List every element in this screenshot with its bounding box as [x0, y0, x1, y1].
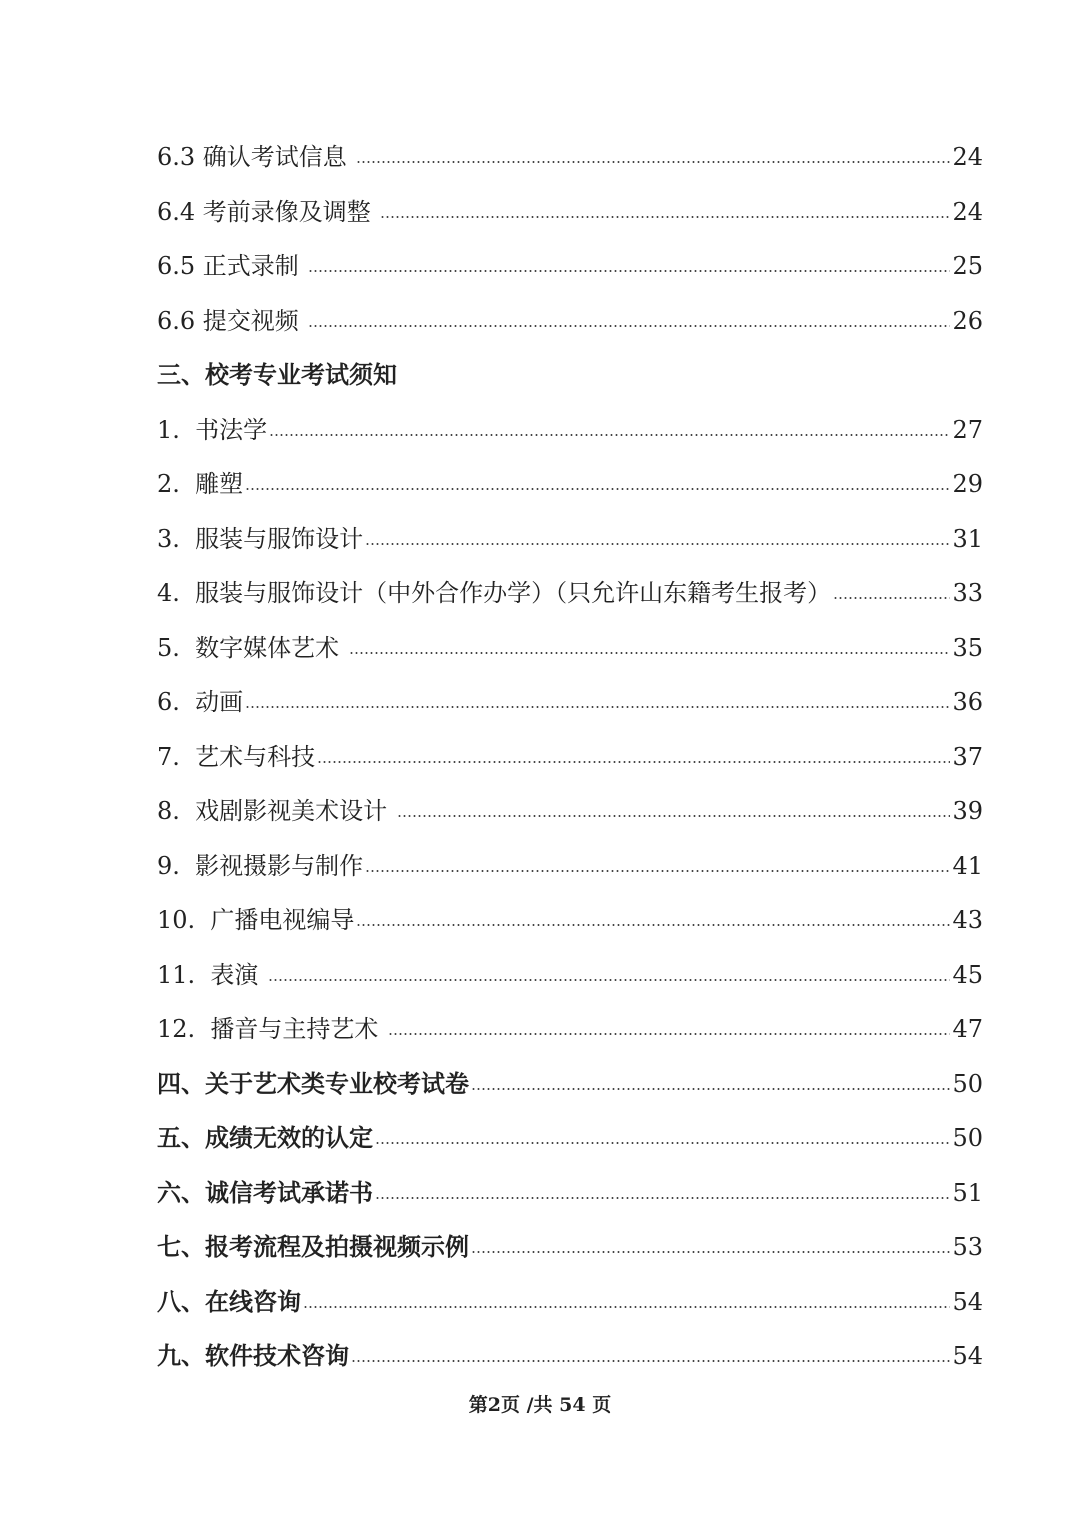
toc-entry[interactable]	[157, 675, 983, 730]
toc-page-number: 24	[952, 197, 983, 226]
toc-entry-title: 6.3 确认考试信息	[157, 143, 355, 172]
toc-page-number: 54	[952, 1342, 983, 1371]
toc-page-number: 53	[952, 1233, 983, 1262]
toc-entry[interactable]	[157, 403, 983, 458]
toc-page-number: 39	[952, 797, 983, 826]
dot-leader	[471, 1251, 950, 1253]
toc-section-heading[interactable]	[157, 1057, 983, 1112]
dot-leader	[365, 870, 950, 872]
toc-entry[interactable]	[157, 784, 983, 839]
toc-entry-title: 4. 服装与服饰设计（中外合作办学）（只允许山东籍考生报考）	[157, 579, 832, 608]
toc-page-number: 35	[952, 633, 983, 662]
dot-leader	[356, 161, 950, 163]
toc-entry-title: 七、报考流程及拍摄视频示例	[157, 1232, 469, 1262]
dot-leader	[303, 1306, 950, 1308]
toc-section-heading[interactable]	[157, 1220, 983, 1275]
dot-leader	[397, 815, 951, 817]
toc-section-heading[interactable]	[157, 1166, 983, 1221]
toc-page-number: 47	[952, 1015, 983, 1044]
toc-entry-title: 四、关于艺术类专业校考试卷	[157, 1068, 469, 1098]
toc-entry-title: 6. 动画	[157, 688, 244, 717]
toc-page-number: 43	[952, 906, 983, 935]
dot-leader	[356, 924, 950, 926]
dot-leader	[388, 1033, 950, 1035]
toc-entry-title: 1. 书法学	[157, 415, 268, 444]
toc-page-number: 26	[952, 306, 983, 335]
toc-entry-title: 2. 雕塑	[157, 470, 244, 499]
toc-entry[interactable]	[157, 185, 983, 240]
toc-section-heading[interactable]	[157, 1329, 983, 1384]
toc-entry-title: 9. 影视摄影与制作	[157, 851, 364, 880]
toc-entry-title: 11. 表演	[157, 960, 267, 989]
toc-page-number: 25	[952, 252, 983, 281]
toc-entry-title: 5. 数字媒体艺术	[157, 633, 347, 662]
toc-entry[interactable]	[157, 621, 983, 676]
toc-entry-title: 12. 播音与主持艺术	[157, 1015, 387, 1044]
toc-page-number: 51	[952, 1178, 983, 1207]
toc-entry-title: 五、成绩无效的认定	[157, 1123, 373, 1153]
toc-section-heading[interactable]	[157, 348, 983, 403]
toc-page-number: 45	[952, 960, 983, 989]
toc-entry[interactable]	[157, 566, 983, 621]
dot-leader	[308, 325, 950, 327]
dot-leader	[365, 543, 950, 545]
dot-leader	[269, 434, 950, 436]
toc-entry-title: 九、软件技术咨询	[157, 1341, 349, 1371]
toc-page-number: 33	[952, 579, 983, 608]
toc-page-number: 31	[952, 524, 983, 553]
dot-leader	[375, 1197, 950, 1199]
dot-leader	[351, 1360, 950, 1362]
dot-leader	[471, 1088, 950, 1090]
toc-entry-title: 六、诚信考试承诺书	[157, 1177, 373, 1207]
dot-leader	[268, 979, 950, 981]
toc-entry-title: 6.5 正式录制	[157, 252, 307, 281]
toc-page-number: 41	[952, 851, 983, 880]
dot-leader	[349, 652, 951, 654]
toc-entry-title: 八、在线咨询	[157, 1286, 301, 1316]
dot-leader	[245, 488, 950, 490]
toc-entry[interactable]	[157, 948, 983, 1003]
toc-entry[interactable]	[157, 239, 983, 294]
toc-section-heading[interactable]	[157, 1111, 983, 1166]
dot-leader	[245, 706, 950, 708]
toc-section-heading[interactable]	[157, 1275, 983, 1330]
toc-page-number: 36	[952, 688, 983, 717]
toc-entry[interactable]	[157, 893, 983, 948]
dot-leader	[380, 216, 950, 218]
table-of-contents	[157, 130, 983, 1384]
toc-page-number: 50	[952, 1124, 983, 1153]
toc-entry[interactable]	[157, 512, 983, 567]
toc-page-number: 29	[952, 470, 983, 499]
toc-page-number: 24	[952, 143, 983, 172]
toc-page-number: 50	[952, 1069, 983, 1098]
toc-page-number: 27	[952, 415, 983, 444]
toc-entry-title: 6.4 考前录像及调整	[157, 197, 379, 226]
toc-entry-title: 10. 广播电视编导	[157, 906, 355, 935]
toc-page-number: 37	[952, 742, 983, 771]
toc-entry[interactable]	[157, 294, 983, 349]
page-footer: 第2页 /共 54 页	[468, 1394, 612, 1416]
toc-entry-title: 8. 戏剧影视美术设计	[157, 797, 395, 826]
toc-entry[interactable]	[157, 130, 983, 185]
toc-entry[interactable]	[157, 457, 983, 512]
toc-entry-title: 6.6 提交视频	[157, 306, 307, 335]
dot-leader	[833, 597, 950, 599]
toc-entry-title: 三、校考专业考试须知	[157, 360, 397, 390]
dot-leader	[308, 270, 950, 272]
toc-entry-title: 7. 艺术与科技	[157, 742, 316, 771]
toc-page-number: 54	[952, 1287, 983, 1316]
toc-entry[interactable]	[157, 730, 983, 785]
dot-leader	[375, 1142, 950, 1144]
toc-entry[interactable]	[157, 1002, 983, 1057]
dot-leader	[317, 761, 950, 763]
toc-entry-title: 3. 服装与服饰设计	[157, 524, 364, 553]
toc-entry[interactable]	[157, 839, 983, 894]
